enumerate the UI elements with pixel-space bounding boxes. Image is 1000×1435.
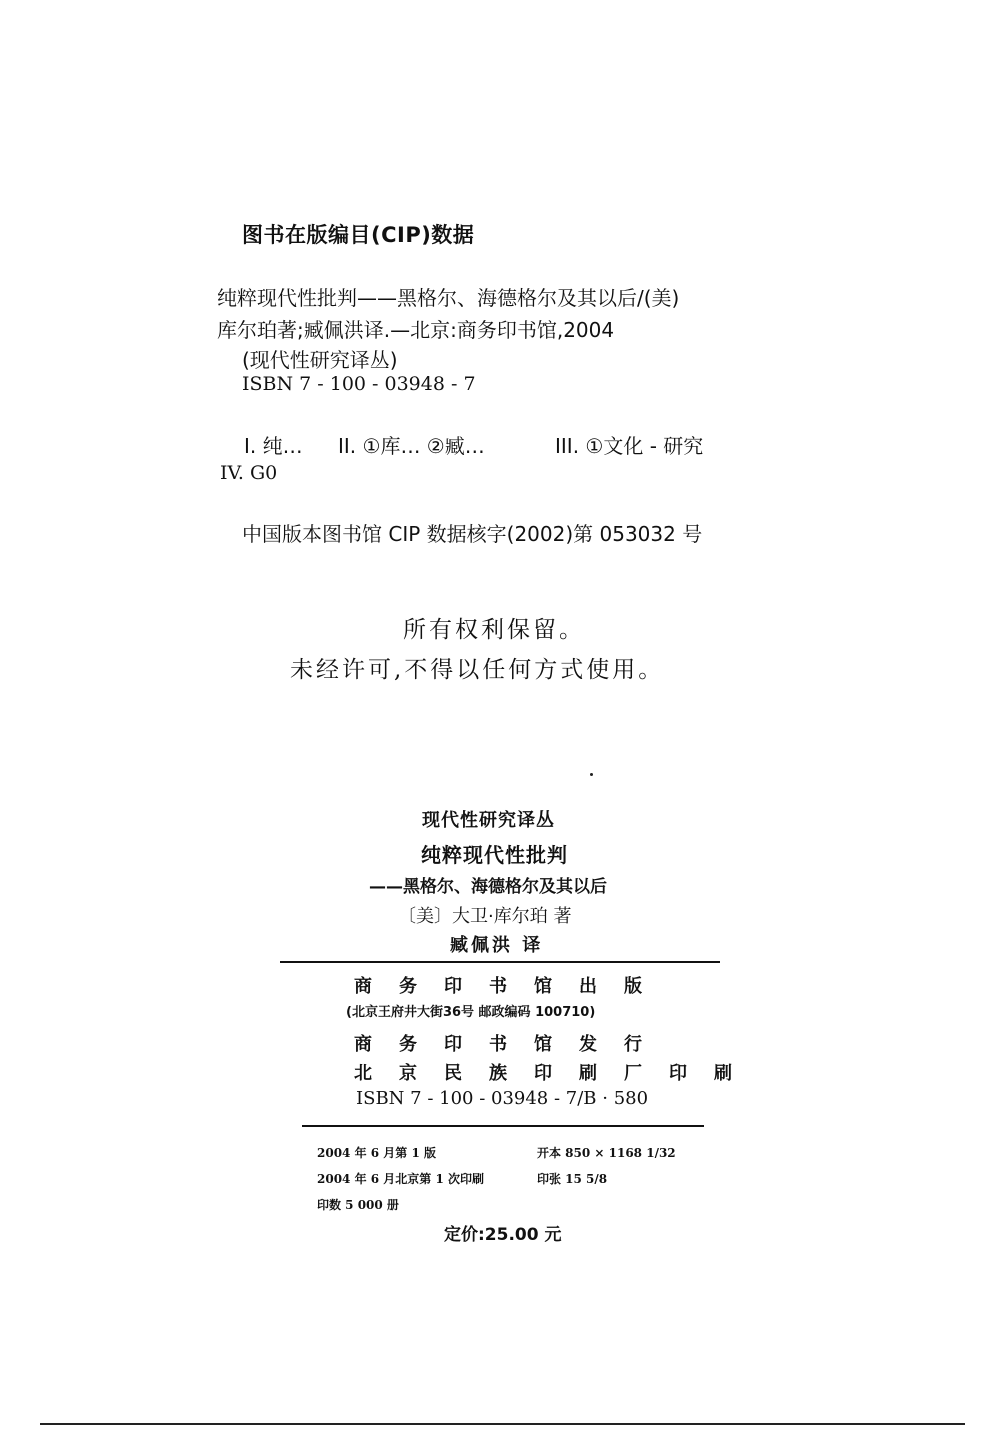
- cip-heading: 图书在版编目(CIP)数据: [242, 223, 475, 247]
- scan-edge-line: [40, 1423, 965, 1425]
- publisher-address: (北京王府井大街36号 邮政编码 100710): [346, 1005, 596, 1020]
- distributor: 商务印书馆发行: [354, 1034, 669, 1055]
- rights-notice: 未经许可,不得以任何方式使用。: [290, 657, 665, 683]
- publisher: 商务印书馆出版: [354, 976, 669, 997]
- format-info: 开本 850 × 1168 1/32: [537, 1146, 676, 1160]
- copies-info: 印数 5 000 册: [317, 1198, 399, 1212]
- rights-reserved: 所有权利保留。: [403, 617, 585, 643]
- book-subtitle: ——黑格尔、海德格尔及其以后: [369, 877, 607, 897]
- cip-title-line: 纯粹现代性批判——黑格尔、海德格尔及其以后/(美): [217, 286, 680, 310]
- class-iii: III. ①文化 - 研究: [555, 434, 704, 458]
- class-i: I. 纯…: [244, 434, 303, 458]
- cip-verification: 中国版本图书馆 CIP 数据核字(2002)第 053032 号: [242, 522, 703, 546]
- printing-info: 2004 年 6 月北京第 1 次印刷: [317, 1172, 484, 1186]
- class-iv: IV. G0: [220, 462, 278, 484]
- print-speck: [590, 773, 593, 776]
- colophon-isbn: ISBN 7 - 100 - 03948 - 7/B · 580: [356, 1088, 649, 1109]
- cip-isbn: ISBN 7 - 100 - 03948 - 7: [242, 373, 476, 395]
- printer: 北京民族印刷厂印刷: [354, 1063, 759, 1084]
- book-author: 〔美〕大卫·库尔珀 著: [398, 906, 572, 927]
- book-translator: 臧佩洪 译: [450, 935, 544, 956]
- cip-author-line: 库尔珀著;臧佩洪译.—北京:商务印书馆,2004: [217, 318, 615, 342]
- price: 定价:25.00 元: [444, 1225, 562, 1245]
- cip-series-line: (现代性研究译丛): [242, 348, 398, 372]
- book-title: 纯粹现代性批判: [421, 843, 568, 867]
- edition-info: 2004 年 6 月第 1 版: [317, 1146, 436, 1160]
- cip-classification-row: [0, 430, 1000, 456]
- series-name: 现代性研究译丛: [422, 810, 555, 831]
- sheets-info: 印张 15 5/8: [537, 1172, 608, 1186]
- divider-top: [280, 961, 720, 963]
- class-ii: II. ①库… ②臧…: [338, 434, 485, 458]
- divider-bottom: [302, 1125, 704, 1127]
